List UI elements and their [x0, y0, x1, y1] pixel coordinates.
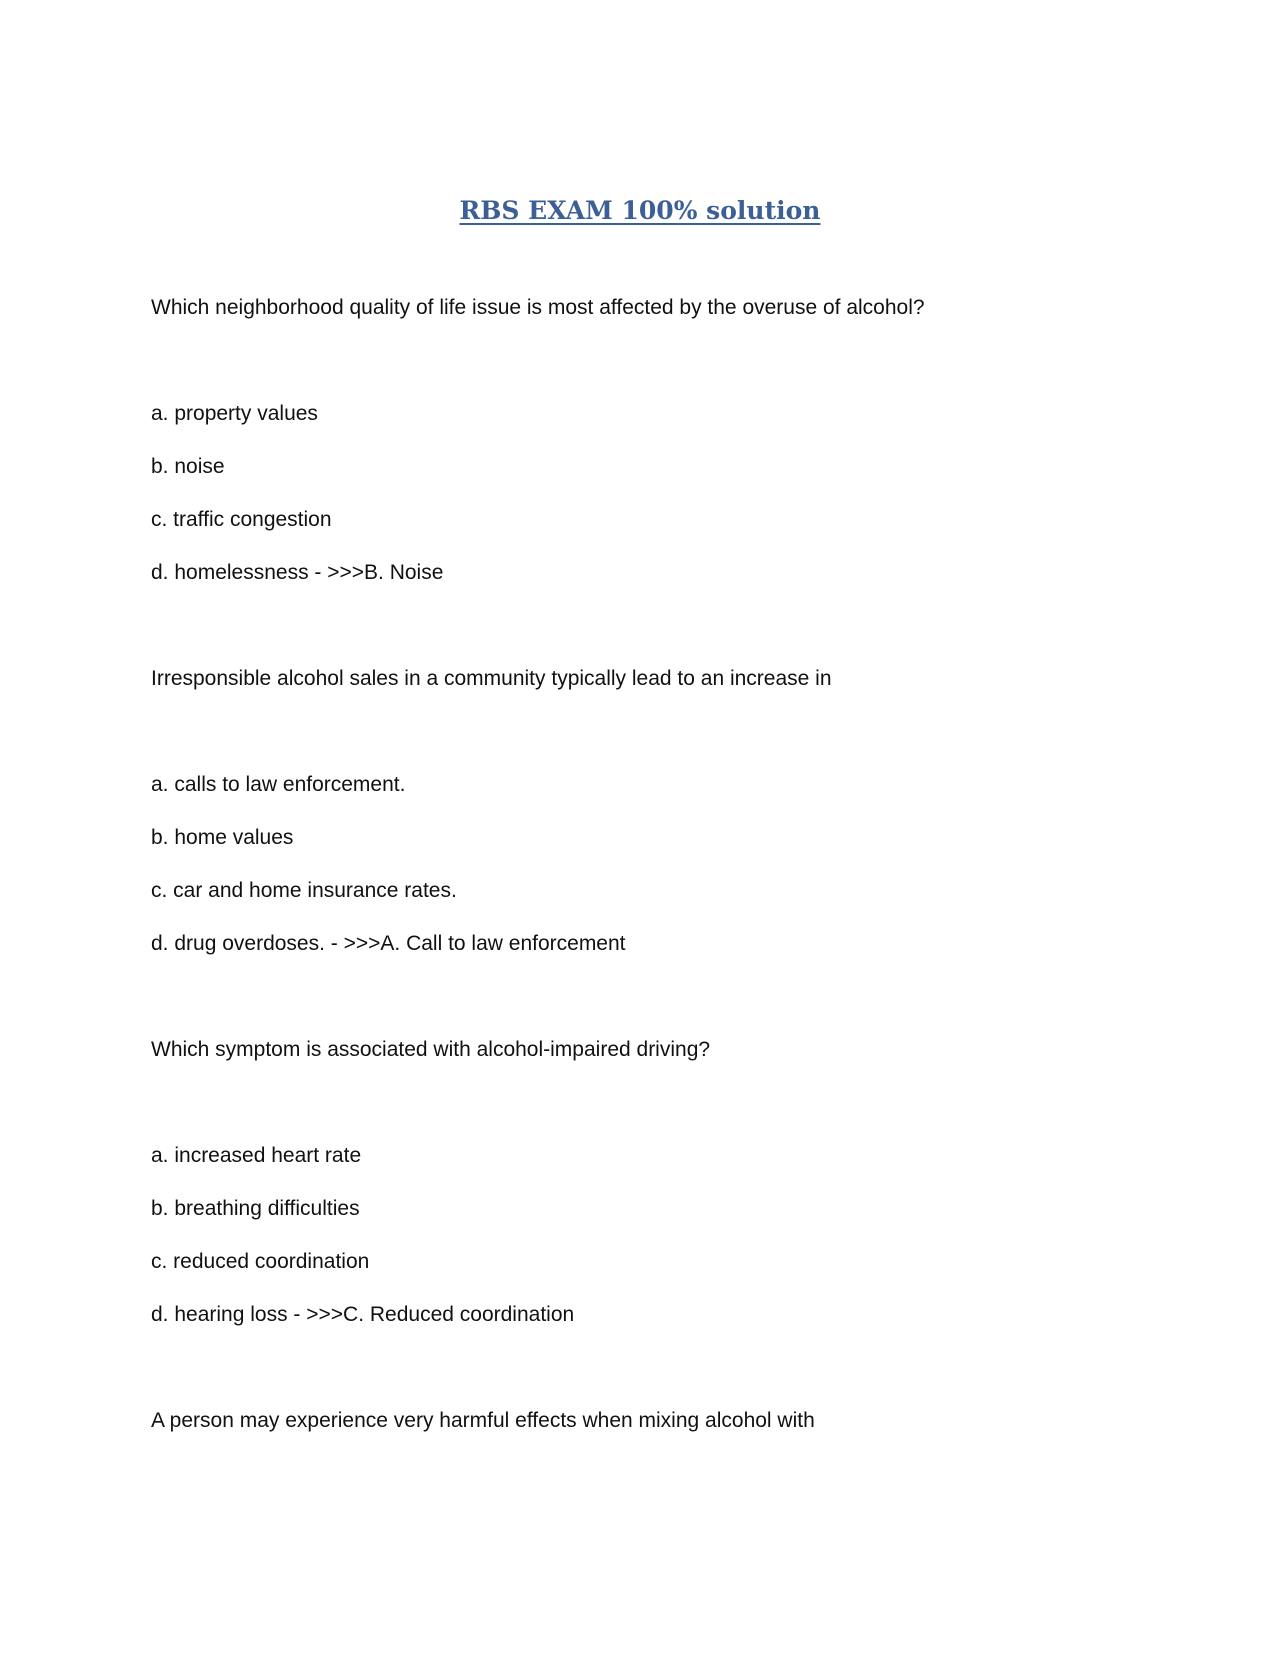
- question-3: Which symptom is associated with alcohol-impaired driving?: [151, 1038, 711, 1061]
- q2-option-d-answer: d. drug overdoses. - >>>A. Call to law enforcement: [151, 932, 626, 955]
- q1-option-d-answer: d. homelessness - >>>B. Noise: [151, 561, 444, 584]
- q1-option-c: c. traffic congestion: [151, 508, 332, 531]
- q3-option-a: a. increased heart rate: [151, 1144, 362, 1167]
- q1-option-a: a. property values: [151, 402, 318, 425]
- document-title: RBS EXAM 100% solution: [459, 196, 821, 225]
- q3-option-b: b. breathing difficulties: [151, 1197, 360, 1220]
- q2-option-b: b. home values: [151, 826, 294, 849]
- question-4: A person may experience very harmful effects when mixing alcohol with: [151, 1409, 815, 1432]
- question-2: Irresponsible alcohol sales in a community typically lead to an increase in: [151, 667, 832, 690]
- q3-option-c: c. reduced coordination: [151, 1250, 370, 1273]
- q2-option-c: c. car and home insurance rates.: [151, 879, 457, 902]
- q2-option-a: a. calls to law enforcement.: [151, 773, 406, 796]
- q1-option-b: b. noise: [151, 455, 225, 478]
- question-1: Which neighborhood quality of life issue is most affected by the overuse of alcohol?: [151, 296, 925, 319]
- q3-option-d-answer: d. hearing loss - >>>C. Reduced coordination: [151, 1303, 575, 1326]
